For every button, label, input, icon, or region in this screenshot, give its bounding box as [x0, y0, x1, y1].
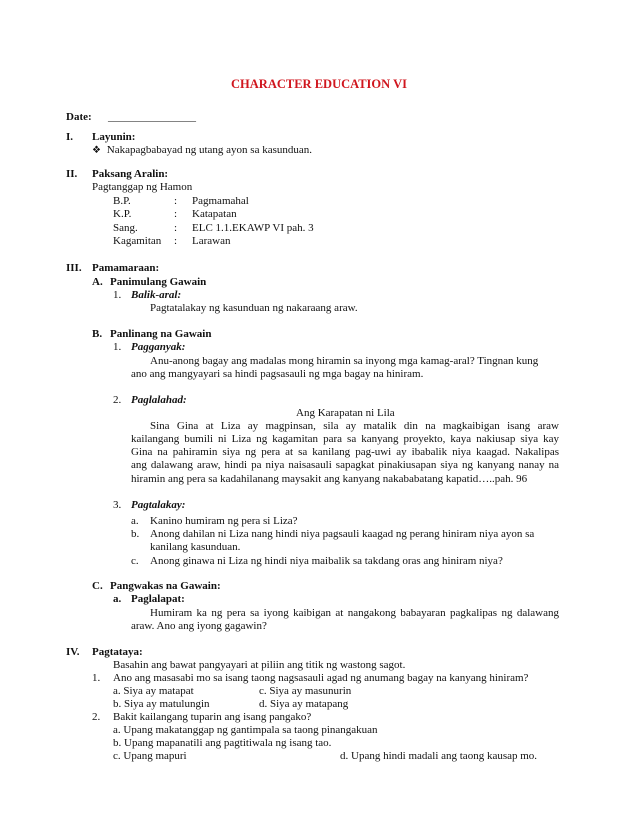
item-number: 1. — [92, 672, 101, 684]
section-4-heading: Pagtataya: — [92, 646, 143, 658]
topic-text: Pagtanggap ng Hamon — [92, 181, 193, 193]
date-label: Date: — [66, 111, 92, 123]
subject-key: Sang. — [113, 222, 138, 234]
choice: d. Siya ay matapang — [259, 698, 349, 710]
question-letter: a. — [131, 515, 139, 527]
question-text: kanilang kasunduan. — [150, 541, 241, 553]
step-text: Anu-anong bagay ang madalas mong hiramin sa inyong mga kamag-aral? Tingnan kung — [150, 355, 539, 367]
part-a-heading: Panimulang Gawain — [110, 276, 207, 288]
choice: b. Upang mapanatili ang pagtitiwala ng isang tao. — [113, 737, 332, 749]
part-c-heading: Pangwakas na Gawain: — [110, 580, 221, 592]
step-number: a. — [113, 593, 122, 605]
subject-value: ELC 1.1.EKAWP VI pah. 3 — [192, 222, 314, 234]
item-question: Bakit kailangang tuparin ang isang pangako? — [113, 711, 312, 723]
step-number: 3. — [113, 499, 122, 511]
step-text: ano ang mangyayari sa hindi pagsasauli ng mga bagay na hiniram. — [131, 368, 424, 380]
item-question: Ano ang masasabi mo sa isang taong nagsasauli agad ng anumang bagay na kanyang hiniram? — [113, 672, 529, 684]
step-number: 1. — [113, 341, 122, 353]
subject-value: Katapatan — [192, 208, 237, 220]
choice: c. Upang mapuri — [113, 750, 187, 762]
choice: a. Upang makatanggap ng gantimpala sa taong pinangakuan — [113, 724, 378, 736]
part-b-heading: Panlinang na Gawain — [110, 328, 212, 340]
subject-sep: : — [174, 195, 178, 207]
item-number: 2. — [92, 711, 101, 723]
subject-key: K.P. — [113, 208, 132, 220]
part-b-label: B. — [92, 328, 103, 340]
question-text: Anong ginawa ni Liza ng hindi niya maibalik sa takdang oras ang hiniram niya? — [150, 555, 503, 567]
story-line: Sina Gina at Liza ay magpinsan, sila ay matalik din na magkaibigan isang araw — [150, 420, 559, 432]
story-line: ang dalawang araw, hindi pa niya naisasauli sapagkat pinakiusapan siya ng kanyang nanay na — [131, 459, 559, 471]
choice: d. Upang hindi madali ang taong kausap mo. — [340, 750, 538, 762]
part-c-label: C. — [92, 580, 103, 592]
section-3-number: III. — [66, 262, 82, 274]
step-number: 1. — [113, 289, 122, 301]
objective-item — [92, 144, 312, 157]
section-3-heading: Pamamaraan: — [92, 262, 160, 274]
step-heading: Paglalahad: — [131, 394, 187, 406]
choice: a. Siya ay matapat — [113, 685, 194, 697]
subject-sep: : — [174, 208, 178, 220]
step-heading: Balik-aral: — [131, 289, 182, 301]
diamond-bullet-icon: ❖ — [92, 145, 101, 156]
story-line: kailangang bumili ni Liza ng kagamitan para sa kanyang proyekto, kaya nakiusap siya kay — [131, 433, 559, 445]
question-letter: b. — [131, 528, 140, 540]
section-1-heading: Layunin: — [92, 131, 136, 143]
section-1-number: I. — [66, 131, 74, 143]
story-line: Gina na pahiramin siya ng pera at sa kanilang pag-uwi ay ibabalik niya kaagad. Nakalipas — [131, 446, 559, 458]
section-2-number: II. — [66, 168, 78, 180]
question-text: Anong dahilan ni Liza nang hindi niya pagsauli kaagad ng perang hiniram niya ayon sa — [150, 528, 535, 540]
subject-key: Kagamitan — [113, 235, 162, 247]
part-a-label: A. — [92, 276, 103, 288]
step-text: araw. Ano ang iyong gagawin? — [131, 620, 267, 632]
step-text: Pagtatalakay ng kasunduan ng nakaraang araw. — [150, 302, 358, 314]
step-heading: Paglalapat: — [131, 593, 185, 605]
question-letter: c. — [131, 555, 139, 567]
subject-value: Larawan — [192, 235, 231, 247]
step-number: 2. — [113, 394, 122, 406]
choice: b. Siya ay matulungin — [113, 698, 210, 710]
subject-key: B.P. — [113, 195, 131, 207]
step-heading: Pagganyak: — [131, 341, 186, 353]
assessment-intro: Basahin ang bawat pangyayari at piliin ang titik ng wastong sagot. — [113, 659, 406, 671]
choice: c. Siya ay masunurin — [259, 685, 352, 697]
subject-sep: : — [174, 222, 178, 234]
step-text: Humiram ka ng pera sa iyong kaibigan at nangakong babayaran pagkalipas ng dalawang — [150, 607, 559, 619]
question-text: Kanino humiram ng pera si Liza? — [150, 515, 298, 527]
section-4-number: IV. — [66, 646, 80, 658]
objective-text: Nakapagbabayad ng utang ayon sa kasunduan. — [106, 144, 313, 156]
section-2-heading: Paksang Aralin: — [92, 168, 169, 180]
step-heading: Pagtalakay: — [131, 499, 186, 511]
subject-sep: : — [174, 235, 178, 247]
story-line: hiramin ang pera sa kadahilanang maysakit ang kanyang nakababatang kapatid…..pah. 96 — [131, 473, 528, 485]
date-blank: ________________ — [108, 111, 196, 123]
subject-value: Pagmamahal — [192, 195, 249, 207]
story-title: Ang Karapatan ni Lila — [296, 407, 395, 419]
page-title: CHARACTER EDUCATION VI — [231, 77, 407, 91]
